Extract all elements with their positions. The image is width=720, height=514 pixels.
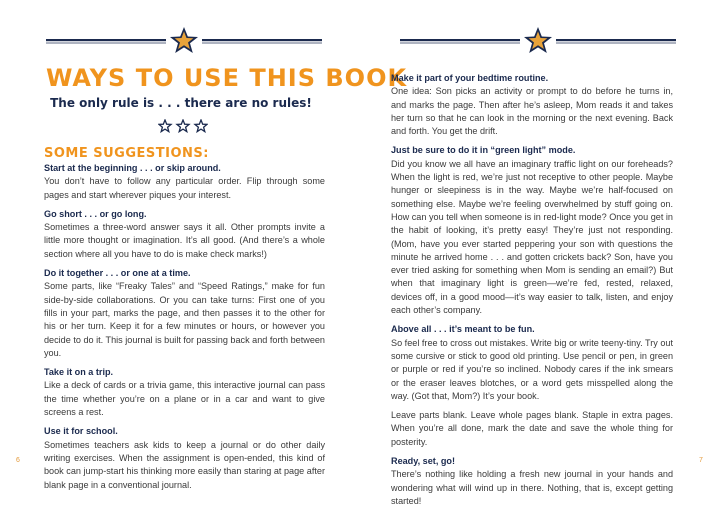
suggestions-heading: SOME SUGGESTIONS: [44, 146, 209, 161]
section-heading: Just be sure to do it in “green light” mode. [391, 145, 576, 156]
section-body: One idea: Son picks an activity or prompt to do before he turns in, and marks the page. Then after he’s asleep, Mom reads it and takes her turn so that he can look in the morning or the next evening. Back and forth. You get the drift. [391, 86, 673, 137]
section-heading: Above all . . . it’s meant to be fun. [391, 324, 535, 335]
section-body: You don’t have to follow any particular order. Flip through some pages and start wherever piques your interest. [44, 176, 325, 200]
section-go-short [44, 208, 325, 261]
section-green-light [391, 144, 673, 317]
right-column [391, 72, 673, 514]
section-body: Some parts, like “Freaky Tales” and “Speed Ratings,” make for fun side-by-side collaborations. Or you can take turns: First one of you fills in your part, marks the page, and then passes it to the other for his or her turn. Keep it for a few minutes or hours, or however you decide to do it. This journal is built for passing back and forth between you. [44, 281, 325, 358]
section-heading: Take it on a trip. [44, 367, 114, 378]
section-heading: Do it together . . . or one at a time. [44, 268, 191, 279]
section-body: So feel free to cross out mistakes. Write big or write teeny-tiny. Try out some cursive or stick to good old printing. Use pencil or pen, in green or purple or red if you’re so inclined. Nobody cares if the ink smears or the eraser leaves blotches, or a word gets misspelled along the way. (Got that, Mom?) It’s your book. [391, 337, 673, 401]
section-body: Sometimes teachers ask kids to keep a journal or do other daily writing exercises. When the assignment is open-ended, this kind of book can jump-start his thinking more easily than staring at page after blank page in a conventional journal. [44, 439, 325, 490]
section-body: Did you know we all have an imaginary traffic light on our foreheads? When the light is red, we’re just not receptive to other people. Maybe hunger or sleepiness is in the way. Maybe we’re half-focused on something else. Maybe we’re feeling overwhelmed by stuff going on. How can you tell when someone is in red-light mode? Once you get in the habit of looking, it’s pretty easy! They’re just not responding. (Mom, have you ever started peppering your son with questions the minute he arrived home . . . and gotten crickets back? Son, have you ever tried asking for something when Mom is sending an email?) But when that imaginary light is green—we’re fed, rested, relaxed, devices off, in a good mood—it’s way easier to talk, listen, and enjoy each other’s company. [391, 158, 673, 316]
section-body: There’s nothing like holding a fresh new journal in your hands and wondering what will wind up in there. Nothing, that is, except getting started! [391, 469, 673, 506]
three-stars-ornament-icon [158, 119, 208, 138]
section-heading: Start at the beginning . . . or skip around. [44, 163, 221, 173]
section-body: Leave parts blank. Leave whole pages blank. Staple in extra pages. When you’re all done, mark the date and save the whole thing for posterity. [391, 410, 673, 447]
left-column [44, 162, 325, 498]
section-bedtime [391, 72, 673, 138]
page-subtitle: The only rule is . . . there are no rules! [50, 96, 312, 110]
section-school [44, 425, 325, 491]
section-together [44, 267, 325, 360]
section-heading: Ready, set, go! [391, 456, 456, 467]
page-number: 6 [16, 457, 20, 464]
section-fun [391, 323, 673, 403]
section-start [44, 162, 325, 202]
right-page [360, 0, 720, 506]
page-title: WAYS TO USE THIS BOOK [46, 64, 408, 92]
page-number: 7 [699, 457, 703, 464]
section-body: Sometimes a three-word answer says it all. Other prompts invite a little more thought or imagination. It’s all good. (And there’s a whole section where all you have to do is make check marks!) [44, 222, 325, 259]
section-leave-blank [391, 409, 673, 449]
star-rule-ornament-icon [400, 26, 676, 56]
section-heading: Go short . . . or go long. [44, 208, 147, 219]
section-body: Like a deck of cards or a trivia game, this interactive journal can pass the time whether you’re on a plane or in a car and want to give screens a rest. [44, 380, 325, 418]
section-ready [391, 455, 673, 508]
star-rule-ornament-icon [46, 26, 322, 56]
section-trip [44, 366, 325, 419]
section-heading: Use it for school. [44, 426, 118, 437]
section-heading: Make it part of your bedtime routine. [391, 73, 549, 83]
